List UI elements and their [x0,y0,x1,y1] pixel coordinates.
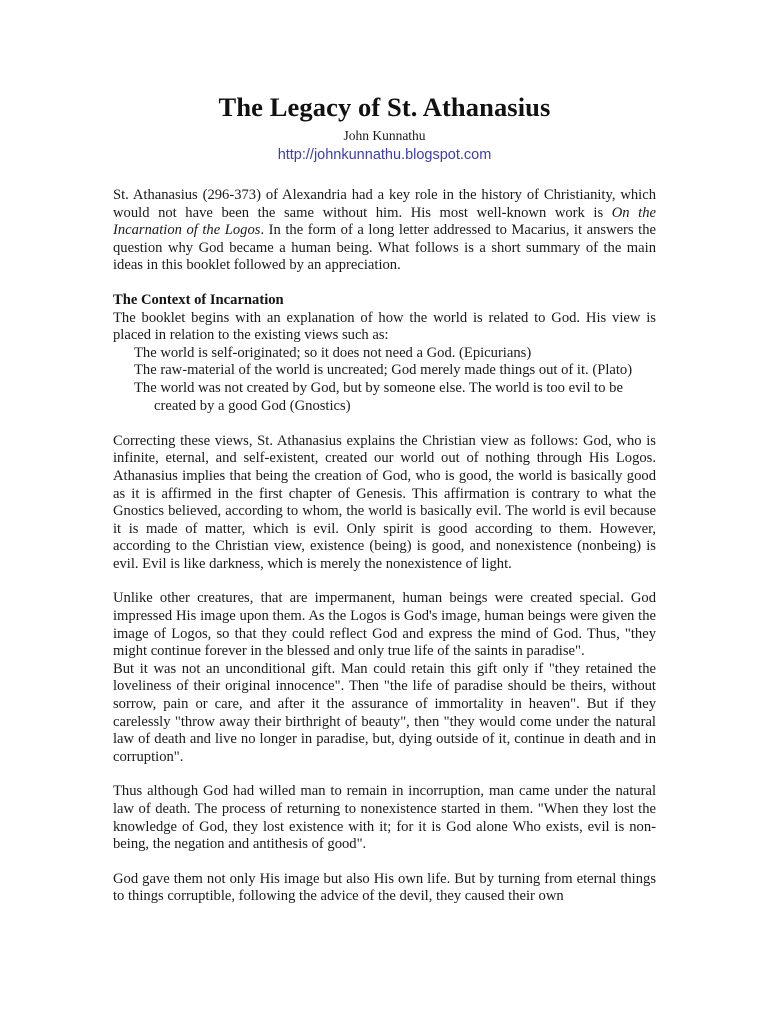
document-body [113,187,656,906]
intro-text-part-1: St. Athanasius (296-373) of Alexandria had a key role in the history of Christianity, which would not have been the same without him. His most well-known work is [113,187,656,221]
existing-views-list [113,345,656,415]
section-heading-context-of-incarnation: The Context of Incarnation [113,291,284,308]
document-author: John Kunnathu [343,128,426,143]
paragraph-thus-although-god: Thus although God had willed man to remain in incorruption, man came under the natural law of death. The process of returning to nonexistence started in them. "When they lost the knowledge of God, they lost existence with it; for it is God alone Who exists, evil is non-being, the negation and antithesis of good". [113,783,656,853]
view-line-2: created by a good God (Gnostics) [154,397,351,414]
view-line-1: The world was not created by God, but by someone else. The world is too evil to be [134,379,623,396]
list-paragraph-spacer [113,415,656,433]
section-lead-paragraph: The booklet begins with an explanation of how the world is related to God. His view is placed in relation to the existing views such as: [113,309,656,344]
paragraph-god-gave-them: God gave them not only His image but also His own life. But by turning from eternal things to things corruptible, following the advice of the devil, they caused their own [113,870,656,905]
paragraph-unlike-other-creatures: Unlike other creatures, that are impermanent, human beings were created special. God impressed His image upon them. As the Logos is God's image, human beings were given the image of Logos, so that they could reflect God and express the mind of God. Thus, "they might continue forever in the blessed and only true life of the saints in paradise". [113,590,656,660]
intro-text-part-2: . In the form of a long letter addressed to Macarius, it answers the question why God became a human being. What follows is a short summary of the main ideas in this booklet followed by an appreciation. [113,222,656,274]
intro-paragraph [113,187,656,275]
list-item [113,380,656,415]
list-item [113,345,656,363]
view-line-1: The raw-material of the world is uncreated; God merely made things out of it. (Plato) [134,362,633,379]
work-title-italic: On the Incarnation of the Logos [113,204,656,239]
paragraph-unconditional-gift: But it was not an unconditional gift. Man could retain this gift only if "they retained the loveliness of their original innocence". Then "the life of paradise should be theirs, without sorrow, pain or care, and after it the assurance of immortality in heaven". But if they carelessly "throw away their birthright of beauty", then "they would come under the natural law of death and live no longer in paradise, but, dying outside of it, continue in death and in corruption". [113,660,656,765]
paragraph-correcting-these-views: Correcting these views, St. Athanasius explains the Christian view as follows: God, who is infinite, eternal, and self-existent, created our world out of nothing through His Logos. Athanasius implies that being the creation of God, who is good, the world is basically good as it is affirmed in the first chapter of Genesis. This affirmation is contrary to what the Gnostics believed, according to whom, the world is basically evil. The world is evil because it is made of matter, which is evil. Only spirit is good according to them. However, according to the Christian view, existence (being) is good, and nonexistence (nonbeing) is evil. Evil is like darkness, which is merely the nonexistence of light. [113,432,656,572]
document-content-column [113,0,656,923]
view-line-1: The world is self-originated; so it does not need a God. (Epicurians) [134,344,532,361]
page-title: The Legacy of St. Athanasius [218,92,551,122]
list-item [113,362,656,380]
author-blog-link[interactable]: http://johnkunnathu.blogspot.com [277,147,492,163]
